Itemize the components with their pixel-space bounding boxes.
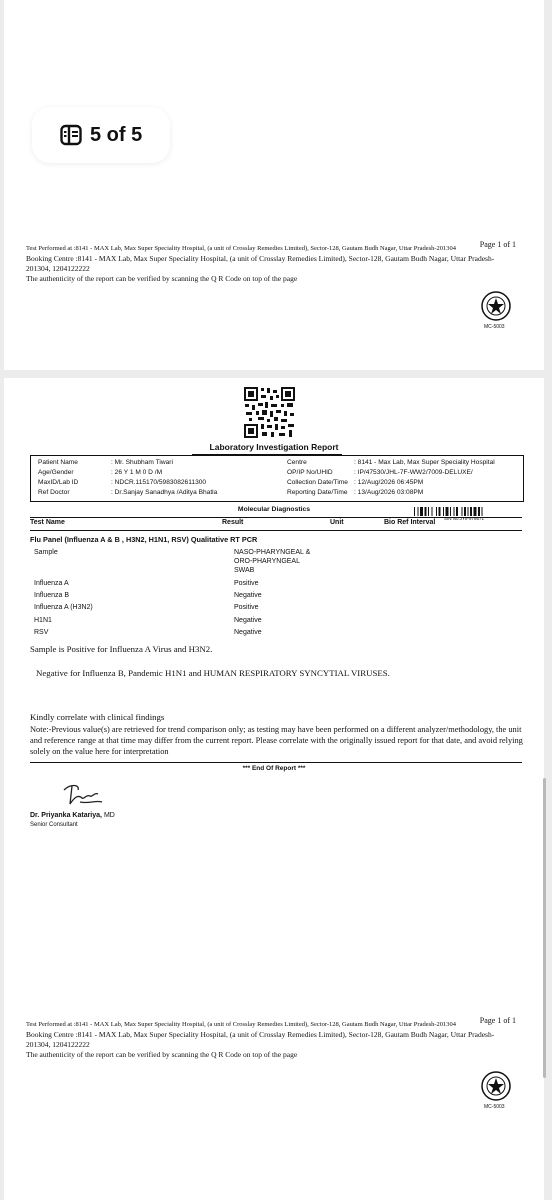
reporting-label: Reporting Date/Time (287, 489, 348, 496)
ref-doctor-value: : Dr.Sanjay Sanadhya /Aditya Bhatla (111, 489, 218, 496)
nabl-seal-icon (480, 290, 512, 322)
page-of-label: Page 1 of 1 (479, 1016, 516, 1025)
sample-value-3: SWAB (234, 567, 255, 574)
footer-test-performed: Test Performed at :8141 - MAX Lab, Max Super Speciality Hospital, (a unit of Crosslay Remedies Limited), Sector-128, Gautam Budh Nagar, Uttar Pradesh-201304 (26, 245, 457, 252)
result-name: H1N1 (34, 617, 52, 624)
reporting-value: : 13/Aug/2026 03:08PM (354, 489, 424, 496)
sample-label: Sample (34, 549, 58, 556)
seal-code: MC-5003 (484, 324, 505, 330)
centre-label: Centre (287, 459, 307, 466)
report-footer (26, 1016, 516, 1060)
collection-label: Collection Date/Time (287, 479, 348, 486)
footer-booking-centre: Booking Centre :8141 - MAX Lab, Max Super Speciality Hospital, (a unit of Crosslay Remedies Limited), Sector-128, Gautam Budh Nagar, Uttar Pradesh-201304, 1204122222 (26, 1030, 495, 1049)
page-counter-text: 5 of 5 (90, 123, 143, 146)
sample-value-2: ORO-PHARYNGEAL (234, 558, 300, 565)
result-name: Influenza A (34, 580, 69, 587)
footer-test-performed: Test Performed at :8141 - MAX Lab, Max Super Speciality Hospital, (a unit of Crosslay Remedies Limited), Sector-128, Gautam Budh Nagar, Uttar Pradesh-201304 (26, 1021, 457, 1028)
footer-booking-centre: Booking Centre :8141 - MAX Lab, Max Super Speciality Hospital, (a unit of Crosslay Remedies Limited), Sector-128, Gautam Budh Nagar, Uttar Pradesh-201304, 1204122222 (26, 254, 495, 273)
sin-number: SIN No:JYIF976671 (444, 516, 485, 521)
end-of-report: *** End Of Report *** (242, 765, 306, 772)
opip-value: : IP/47530/JHL-7F-WW2/7009-DELUXE/ (354, 469, 473, 476)
col-result: Result (222, 519, 244, 526)
scrollbar[interactable] (543, 778, 546, 1078)
section-title: Molecular Diagnostics (237, 506, 311, 513)
nabl-seal-icon (480, 1070, 512, 1102)
age-gender-label: Age/Gender (38, 469, 74, 476)
patient-info-box (30, 455, 524, 502)
test-title: Flu Panel (Influenza A & B , H3N2, H1N1, RSV) Qualitative RT PCR (30, 535, 258, 544)
lab-id-label: MaxID/Lab ID (38, 479, 79, 486)
result-value: Negative (234, 629, 262, 636)
report-footer (26, 240, 516, 284)
doctor-signature (58, 780, 108, 810)
col-test-name: Test Name (30, 519, 65, 526)
doctor-name: Dr. Priyanka Katariya, MD (30, 812, 115, 819)
divider-header (30, 530, 522, 531)
centre-value: : 8141 - Max Lab, Max Super Speciality Hospital (354, 459, 495, 466)
pages-icon (60, 124, 82, 146)
footer-authenticity: The authenticity of the report can be verified by scanning the Q R Code on top of the page (26, 274, 298, 283)
note-negative: Negative for Influenza B, Pandemic H1N1 and HUMAN RESPIRATORY SYNCYTIAL VIRUSES. (36, 668, 390, 678)
collection-value: : 12/Aug/2026 06:45PM (354, 479, 424, 486)
age-gender-value: : 26 Y 1 M 0 D /M (111, 469, 163, 476)
lab-id-value: : NDCR.115170/5983082611300 (111, 479, 207, 486)
result-value: Negative (234, 592, 262, 599)
result-name: RSV (34, 629, 49, 636)
correlate-note: Kindly correlate with clinical findings (30, 712, 165, 722)
col-bio-ref: Bio Ref Interval (384, 519, 436, 526)
result-value: Negative (234, 617, 262, 624)
result-name: Influenza B (34, 592, 70, 599)
doctor-role: Senior Consultant (30, 822, 78, 828)
divider-end (30, 762, 522, 763)
footer-authenticity: The authenticity of the report can be verified by scanning the Q R Code on top of the page (26, 1050, 298, 1059)
opip-label: OP/IP No/UHID (287, 469, 333, 476)
note-positive: Sample is Positive for Influenza A Virus and H3N2. (30, 644, 213, 654)
page-of-label: Page 1 of 1 (479, 240, 516, 249)
result-value: Positive (234, 604, 259, 611)
result-value: Positive (234, 580, 259, 587)
result-name: Influenza A (H3N2) (34, 604, 93, 611)
previous-value-note: Note:-Previous value(s) are retrieved for trend comparison only; as testing may have been performed on a different analyzer/methodology, the unit and reference range at that time may differ from the current report. Please correlate with the originally issued report for that date, and avoid relying solely on the value here for interpretation (30, 725, 523, 756)
report-page-current (4, 378, 544, 1200)
divider-top (30, 517, 522, 518)
col-unit: Unit (330, 519, 344, 526)
patient-name-value: : Mr. Shubham Tiwari (111, 459, 173, 466)
sample-value-1: NASO-PHARYNGEAL & (234, 549, 311, 556)
barcode-icon (414, 507, 522, 516)
seal-code: MC-5003 (484, 1104, 505, 1110)
page-counter-badge[interactable] (32, 107, 170, 163)
report-title: Laboratory Investigation Report (209, 442, 339, 452)
ref-doctor-label: Ref Doctor (38, 489, 70, 496)
report-page-previous (4, 0, 544, 370)
patient-name-label: Patient Name (38, 459, 78, 466)
qr-code-icon (243, 386, 296, 439)
